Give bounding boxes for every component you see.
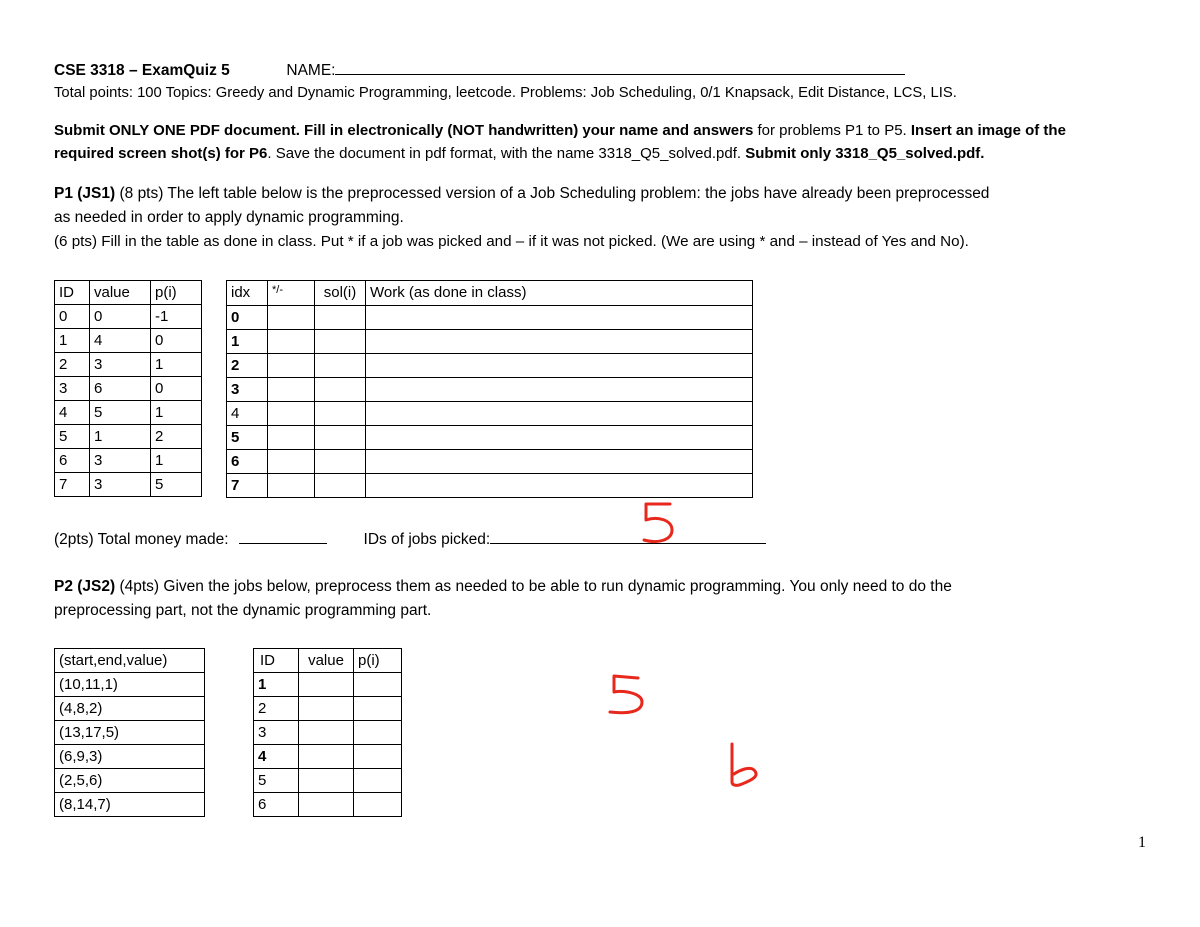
- table-cell: 7: [227, 474, 268, 498]
- answer-cell[interactable]: [354, 673, 402, 697]
- table-cell: (2,5,6): [55, 769, 205, 793]
- p1-preprocessed-table: [54, 280, 202, 497]
- table-row: [55, 721, 205, 745]
- col-header-pick: */-: [268, 281, 315, 306]
- answer-cell[interactable]: [366, 354, 753, 378]
- table-row: [55, 305, 202, 329]
- table-row: [227, 402, 753, 426]
- answer-cell[interactable]: [268, 354, 315, 378]
- p1-line-3: (6 pts) Fill in the table as done in class. Put * if a job was picked and – if it was not picked. (We are using * and – instead of Yes and No).: [54, 233, 969, 250]
- answer-cell[interactable]: [315, 474, 366, 498]
- answer-cell[interactable]: [366, 474, 753, 498]
- table-cell: 1: [151, 353, 202, 377]
- answer-cell[interactable]: [268, 402, 315, 426]
- table-cell: 7: [55, 473, 90, 497]
- table-cell: 3: [90, 449, 151, 473]
- p2-line-2: preprocessing part, not the dynamic programming part.: [54, 602, 432, 619]
- table-row: [55, 377, 202, 401]
- col-header-value: value: [90, 281, 151, 305]
- table-cell: 5: [254, 769, 299, 793]
- table-row: [55, 449, 202, 473]
- answer-cell[interactable]: [268, 426, 315, 450]
- page-number: 1: [1138, 834, 1146, 851]
- table-row: [254, 793, 402, 817]
- table-cell: -1: [151, 305, 202, 329]
- table-cell: 4: [90, 329, 151, 353]
- answer-cell[interactable]: [315, 426, 366, 450]
- table-row: [254, 745, 402, 769]
- col-header-work: Work (as done in class): [366, 281, 753, 306]
- instr2-part-c: Submit only 3318_Q5_solved.pdf.: [745, 145, 985, 162]
- col-header-pi: p(i): [151, 281, 202, 305]
- table-row: [254, 673, 402, 697]
- answer-cell[interactable]: [354, 793, 402, 817]
- table-cell: 5: [227, 426, 268, 450]
- table-row: [254, 769, 402, 793]
- table-cell: 3: [90, 353, 151, 377]
- p2-answer-table: [253, 648, 402, 817]
- handwritten-mark-6: [718, 740, 770, 792]
- table-cell: 6: [254, 793, 299, 817]
- table-cell: 3: [90, 473, 151, 497]
- table-cell: 3: [254, 721, 299, 745]
- answer-cell[interactable]: [299, 793, 354, 817]
- answer-cell[interactable]: [315, 450, 366, 474]
- table-row: [227, 330, 753, 354]
- table-row: [55, 329, 202, 353]
- instr1-part-c: Insert an image of the: [910, 122, 1066, 139]
- table-cell: 2: [227, 354, 268, 378]
- answer-cell[interactable]: [268, 474, 315, 498]
- table-cell: (10,11,1): [55, 673, 205, 697]
- col-header-idx: idx: [227, 281, 268, 306]
- table-row: [227, 450, 753, 474]
- answer-cell[interactable]: [299, 745, 354, 769]
- p2-line-1: [54, 577, 952, 597]
- answer-cell[interactable]: [315, 354, 366, 378]
- answer-cell[interactable]: [268, 306, 315, 330]
- total-money-label: (2pts) Total money made:: [54, 531, 229, 548]
- table-row: [227, 306, 753, 330]
- table-cell: 3: [227, 378, 268, 402]
- instr1-part-a: Submit ONLY ONE PDF document. Fill in electronically (NOT handwritten) your name and answers: [54, 122, 758, 139]
- table-cell: 2: [151, 425, 202, 449]
- answer-cell[interactable]: [354, 721, 402, 745]
- p1-line-2: as needed in order to apply dynamic programming.: [54, 209, 404, 226]
- name-underline[interactable]: [335, 60, 905, 75]
- answer-cell[interactable]: [315, 330, 366, 354]
- instructions-line-1: [54, 121, 1066, 141]
- table-cell: 5: [90, 401, 151, 425]
- answer-cell[interactable]: [366, 402, 753, 426]
- table-cell: 6: [227, 450, 268, 474]
- table-row: [55, 697, 205, 721]
- answer-cell[interactable]: [299, 769, 354, 793]
- table-header-row: [55, 281, 202, 305]
- answer-cell[interactable]: [366, 306, 753, 330]
- table-header-row: [227, 281, 753, 306]
- table-cell: (6,9,3): [55, 745, 205, 769]
- table-row: [55, 793, 205, 817]
- table-cell: 4: [55, 401, 90, 425]
- answer-cell[interactable]: [366, 450, 753, 474]
- table-cell: 5: [55, 425, 90, 449]
- p1-line-1: [54, 184, 989, 204]
- answer-cell[interactable]: [366, 330, 753, 354]
- p2-title: P2 (JS2): [54, 578, 116, 595]
- table-cell: 5: [151, 473, 202, 497]
- table-header-row: [55, 649, 205, 673]
- col-header-jobs: (start,end,value): [55, 649, 205, 673]
- answer-cell[interactable]: [315, 402, 366, 426]
- p2-jobs-table: [54, 648, 205, 817]
- table-cell: 1: [90, 425, 151, 449]
- table-row: [254, 697, 402, 721]
- answer-cell[interactable]: [299, 721, 354, 745]
- p1-title: P1 (JS1): [54, 185, 116, 202]
- table-cell: 0: [151, 377, 202, 401]
- table-row: [55, 353, 202, 377]
- table-row: [227, 474, 753, 498]
- table-cell: 1: [151, 401, 202, 425]
- col-header-id: ID: [55, 281, 90, 305]
- ids-picked-label: IDs of jobs picked:: [363, 531, 491, 548]
- table-cell: 6: [90, 377, 151, 401]
- totals-line: Total points: 100 Topics: Greedy and Dynamic Programming, leetcode. Problems: Job Scheduling, 0/1 Knapsack, Edit Distance, LCS, LIS.: [54, 85, 957, 101]
- table-row: [227, 378, 753, 402]
- table-cell: 6: [55, 449, 90, 473]
- total-money-blank[interactable]: [239, 529, 327, 544]
- header-line: [54, 60, 905, 81]
- table-cell: 2: [254, 697, 299, 721]
- table-row: [227, 354, 753, 378]
- table-cell: 0: [227, 306, 268, 330]
- col-header-sol: sol(i): [315, 281, 366, 306]
- table-cell: 2: [55, 353, 90, 377]
- name-label: NAME:: [286, 62, 336, 79]
- p1-line-1-text: (8 pts) The left table below is the preprocessed version of a Job Scheduling problem: the jobs have already been preprocessed: [115, 185, 990, 202]
- p2-line-1-text: (4pts) Given the jobs below, preprocess them as needed to be able to run dynamic programming. You only need to do the: [115, 578, 952, 595]
- answer-cell[interactable]: [354, 697, 402, 721]
- table-cell: 0: [151, 329, 202, 353]
- table-cell: 1: [151, 449, 202, 473]
- course-title: CSE 3318 – ExamQuiz 5: [54, 62, 230, 79]
- handwritten-mark-5-top: [636, 498, 686, 546]
- table-row: [55, 473, 202, 497]
- instr2-part-a: required screen shot(s) for P6: [54, 145, 268, 162]
- table-cell: 4: [254, 745, 299, 769]
- instr1-part-b: for problems P1 to P5.: [757, 122, 911, 139]
- answer-cell[interactable]: [315, 306, 366, 330]
- answer-cell[interactable]: [299, 673, 354, 697]
- instructions-line-2: [54, 144, 984, 164]
- table-cell: (4,8,2): [55, 697, 205, 721]
- table-cell: (8,14,7): [55, 793, 205, 817]
- table-cell: (13,17,5): [55, 721, 205, 745]
- table-cell: 0: [55, 305, 90, 329]
- table-header-row: [254, 649, 402, 673]
- p1-answer-table: [226, 280, 753, 498]
- answer-cell[interactable]: [354, 769, 402, 793]
- col-header-pi: p(i): [354, 649, 402, 673]
- table-row: [55, 401, 202, 425]
- table-cell: 3: [55, 377, 90, 401]
- col-header-id: ID: [254, 649, 299, 673]
- answer-cell[interactable]: [299, 697, 354, 721]
- answer-cell[interactable]: [366, 426, 753, 450]
- answer-cell[interactable]: [315, 378, 366, 402]
- table-row: [55, 769, 205, 793]
- table-cell: 1: [55, 329, 90, 353]
- table-row: [55, 425, 202, 449]
- answer-cell[interactable]: [268, 330, 315, 354]
- instr2-part-b: . Save the document in pdf format, with the name 3318_Q5_solved.pdf.: [267, 145, 746, 162]
- answer-cell[interactable]: [268, 378, 315, 402]
- table-cell: 1: [254, 673, 299, 697]
- answer-cell[interactable]: [366, 378, 753, 402]
- col-header-value: value: [299, 649, 354, 673]
- table-cell: 4: [227, 402, 268, 426]
- answer-cell[interactable]: [268, 450, 315, 474]
- ids-picked-blank[interactable]: [490, 529, 766, 544]
- table-row: [55, 673, 205, 697]
- answer-cell[interactable]: [354, 745, 402, 769]
- handwritten-mark-5-middle: [600, 668, 660, 720]
- table-cell: 1: [227, 330, 268, 354]
- table-row: [55, 745, 205, 769]
- table-row: [254, 721, 402, 745]
- table-row: [227, 426, 753, 450]
- table-cell: 0: [90, 305, 151, 329]
